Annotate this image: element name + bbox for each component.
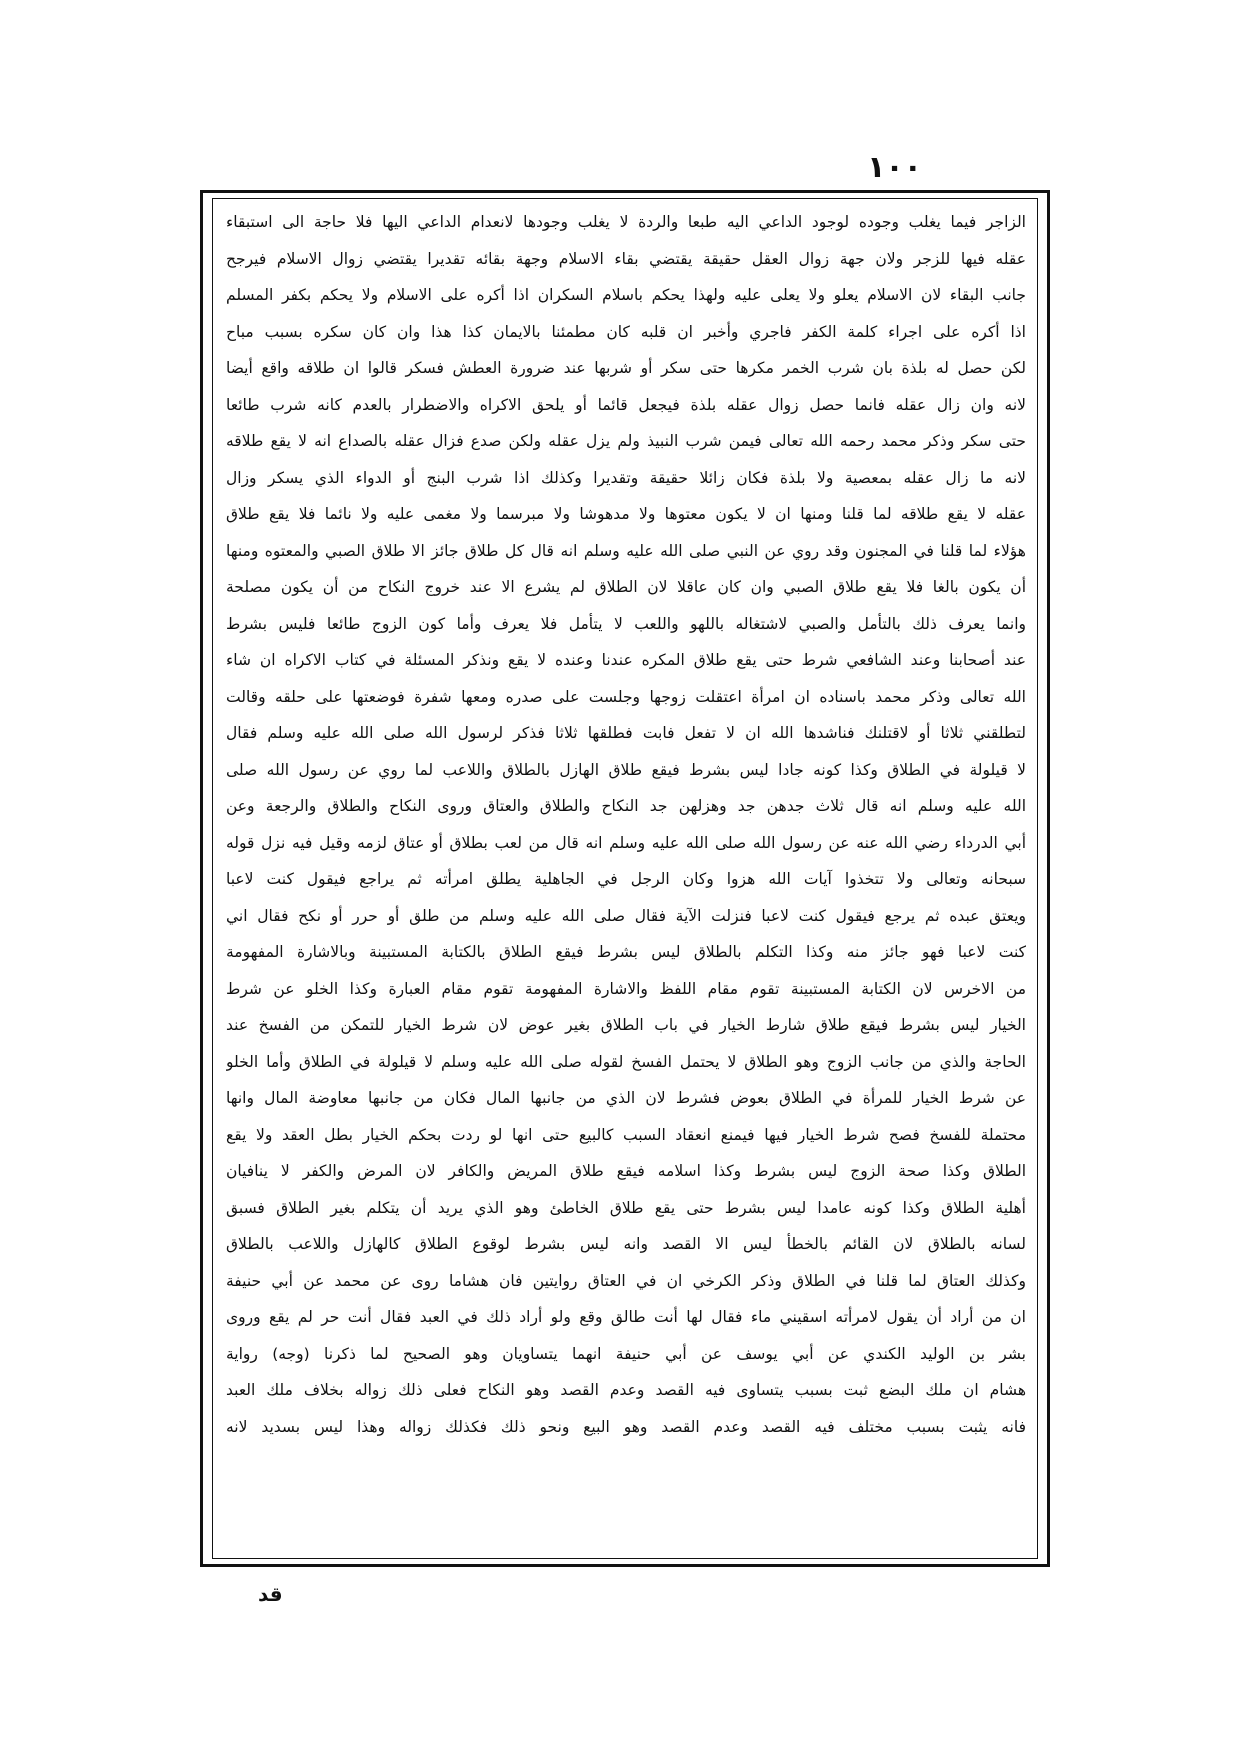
text-line: الزاجر فيما يغلب وجوده لوجود الداعي اليه طبعا والردة لا يغلب وجودها لانعدام الداعي اليها فلا حاجة الى استبقاء	[226, 213, 1026, 231]
text-line: الله عليه وسلم انه قال ثلاث جدهن جد وهزلهن جد النكاح والطلاق والعتاق وروى النكاح والطلاق والرجعة وعن	[226, 797, 1026, 815]
text-line: محتملة للفسخ فصح شرط الخيار فيها فيمنع انعقاد السبب كالبيع حتى انها لو ردت بحكم الخيار بطل العقد ولا يقع	[226, 1125, 1026, 1144]
text-line: ان من أراد أن يقول لامرأته اسقيني ماء فقال لها أنت طالق وقع ولو أراد ذلك في العبد فقال أنت حر لم يقع وروى	[226, 1308, 1026, 1326]
main-text-block	[226, 204, 1026, 1554]
text-line: أبي الدرداء رضي الله عنه عن رسول الله صلى الله عليه وسلم انه قال من لعب بطلاق أو عتاق لزمه وقيل فيه نزل قوله	[226, 833, 1026, 852]
text-line: أن يكون بالغا فلا يقع طلاق الصبي وان كان عاقلا لان الطلاق لم يشرع الا عند خروج النكاح من أن يكون مصلحة	[226, 578, 1026, 596]
text-line: أهلية الطلاق وكذا كونه عامدا ليس بشرط حتى يقع طلاق الخاطئ وهو الذي يريد أن يتكلم بغير الطلاق فسبق	[226, 1198, 1026, 1217]
text-line: هؤلاء لما قلنا في المجنون وقد روي عن النبي صلى الله عليه وسلم انه قال كل طلاق جائز الا طلاق الصبي والمعتوه ومنها	[226, 541, 1026, 560]
text-line: عقله لا يقع طلاقه لما قلنا ومنها ان لا يكون معتوها ولا مدهوشا ولا مبرسما ولا مغمى عليه ولا نائما فلا يقع طلاق	[226, 505, 1026, 523]
text-line: هشام ان ملك البضع ثبت بسبب يتساوى فيه القصد وعدم القصد وهو النكاح فعلى ذلك زواله بخلاف ملك العبد	[226, 1381, 1026, 1399]
text-line: لكن حصل له بلذة بان شرب الخمر مكرها حتى سكر أو شربها عند ضرورة العطش فسكر قالوا ان طلاقه واقع أيضا	[226, 359, 1026, 377]
text-line: عن شرط الخيار للمرأة في الطلاق بعوض فشرط لان الذي من جانبها المال فكان من جانبها معاوضة المال وانها	[226, 1089, 1026, 1107]
text-line: عقله فيها للزجر ولان جهة زوال العقل حقيقة يقتضي بقاء الاسلام وجهة بقائه تقديرا يقتضي زوال الاسلام فيرجح	[226, 249, 1026, 268]
text-line: كنت لاعبا فهو جائز منه وكذا التكلم بالطلاق ليس بشرط فيقع الطلاق بالكتابة المستبينة وبالاشارة المفهومة	[226, 943, 1026, 961]
text-line: وانما يعرف ذلك بالتأمل والصبي لاشتغاله باللهو واللعب لا يتأمل فلا يعرف وأما كون الزوج طائعا فليس بشرط	[226, 614, 1026, 633]
text-line: لا قيلولة في الطلاق وكذا كونه جادا ليس بشرط فيقع طلاق الهازل بالطلاق واللاعب لما روي عن رسول الله صلى	[226, 760, 1026, 779]
text-line: ويعتق عبده ثم يرجع فيقول كنت لاعبا فنزلت الآية فقال صلى الله عليه وسلم من طلق أو حرر أو نكح فقال اني	[226, 906, 1026, 925]
text-line: لتطلقني ثلاثا أو لاقتلنك فناشدها الله ان لا تفعل فابت فطلقها ثلاثا فذكر لرسول الله صلى الله عليه وسلم فقال	[226, 724, 1026, 742]
text-line: فانه يثبت بسبب مختلف فيه القصد وعدم القصد وهو البيع ونحو ذلك فكذلك زواله وهذا ليس بسديد لانه	[226, 1417, 1026, 1436]
text-line: لانه ما زال عقله بمعصية ولا بلذة فكان زائلا حقيقة وتقديرا وكذلك اذا شرب البنج أو الدواء الذي يسكر وزال	[226, 468, 1026, 487]
text-line: سبحانه وتعالى ولا تتخذوا آيات الله هزوا وكان الرجل في الجاهلية يطلق امرأته ثم يراجع فيقول كنت لاعبا	[226, 870, 1026, 888]
text-line: جانب البقاء لان الاسلام يعلو ولا يعلى عليه ولهذا يحكم باسلام السكران اذا أكره على الاسلام ولا يحكم بكفر المسلم	[226, 286, 1026, 304]
text-line: من الاخرس لان الكتابة المستبينة تقوم مقام اللفظ والاشارة المفهومة تقوم مقام العبارة وكذا الخلو عن شرط	[226, 979, 1026, 998]
text-line: اذا أكره على اجراء كلمة الكفر فاجري وأخبر ان قلبه كان مطمئنا بالايمان كذا هذا وان كان سكره بسبب مباح	[226, 322, 1026, 341]
text-line: الحاجة والذي من جانب الزوج وهو الطلاق لا يحتمل الفسخ لقوله صلى الله عليه وسلم لا قيلولة في الطلاق وأما الخلو	[226, 1052, 1026, 1071]
text-line: الله تعالى وذكر محمد باسناده ان امرأة اعتقلت زوجها وجلست على صدره ومعها شفرة فوضعتها على حلقه وقالت	[226, 687, 1026, 706]
text-line: لانه وان زال عقله فانما حصل زوال عقله بلذة فيجعل قائما أو يلحق الاكراه والاضطرار بالعدم كانه شرب طائعا	[226, 395, 1026, 414]
text-line: الخيار ليس بشرط فيقع طلاق شارط الخيار في باب الطلاق بغير عوض لان شرط الخيار للتمكن من الفسخ عند	[226, 1016, 1026, 1034]
text-line: لسانه بالطلاق لان القائم بالخطأ ليس الا القصد وانه ليس بشرط لوقوع الطلاق كالهازل واللاعب بالطلاق	[226, 1235, 1026, 1253]
text-line: عند أصحابنا وعند الشافعي شرط حتى يقع طلاق المكره عندنا وعنده لا يقع ونذكر المسئلة في كتاب الاكراه ان شاء	[226, 651, 1026, 669]
text-line: حتى سكر وذكر محمد رحمه الله تعالى فيمن شرب النبيذ ولم يزل عقله ولكن صدع فزال عقله بالصداع انه لا يقع طلاقه	[226, 432, 1026, 450]
text-line: بشر بن الوليد الكندي عن أبي يوسف عن أبي حنيفة انهما يتساويان وهو الصحيح لما ذكرنا (وجه) رواية	[226, 1344, 1026, 1363]
page-number: ١٠٠	[867, 150, 922, 185]
text-line: الطلاق وكذا صحة الزوج ليس بشرط وكذا اسلامه فيقع طلاق المريض والكافر لان المرض والكفر لا ينافيان	[226, 1162, 1026, 1180]
text-line: وكذلك العتاق لما قلنا في الطلاق وذكر الكرخي ان في العتاق روايتين فان هشاما روى عن محمد عن أبي حنيفة	[226, 1271, 1026, 1290]
catchword: قد	[258, 1582, 283, 1606]
